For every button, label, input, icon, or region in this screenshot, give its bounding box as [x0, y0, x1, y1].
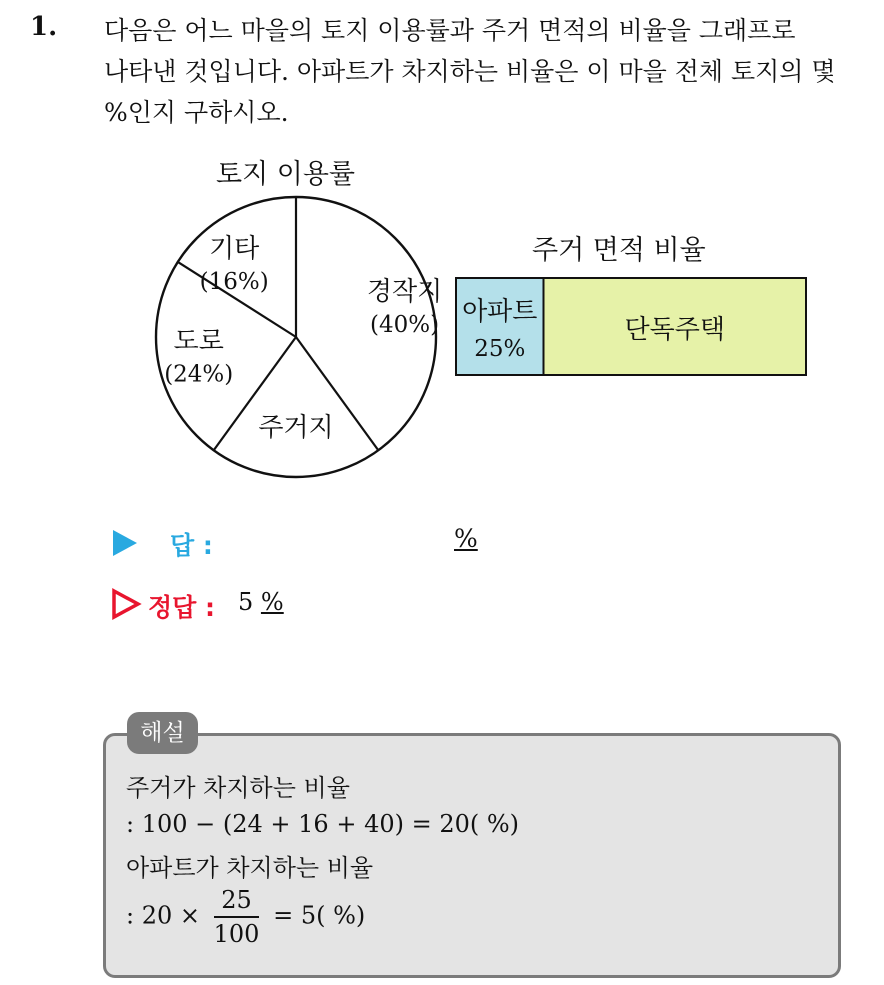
- explanation-line: 주거가 차지하는 비율: [126, 774, 350, 802]
- pie-chart: [156, 197, 442, 477]
- pie-slice-label: 경작지: [366, 277, 443, 308]
- pie-slice-value: (40%): [370, 312, 440, 339]
- play-triangle-filled-icon: [110, 528, 140, 558]
- pie-slice-value: (16%): [199, 268, 269, 295]
- pie-slice-label: 기타: [209, 233, 260, 264]
- stacked-bar-chart: [456, 278, 806, 375]
- pie-slice-value: (24%): [164, 361, 234, 388]
- correct-answer-label: 정답 :: [148, 593, 216, 622]
- bar-segment-label: 단독주택: [624, 315, 725, 345]
- explanation-line: : 100 − (24 + 16 + 40) = 20( %): [126, 810, 520, 838]
- bar-segment-label: 아파트: [462, 297, 538, 327]
- question-number: 1.: [30, 12, 58, 42]
- play-triangle-outline-icon: [110, 588, 142, 620]
- bar-segment-value: 25%: [474, 336, 526, 362]
- explanation-tab: 해설: [127, 712, 198, 754]
- answer-label: 답 :: [170, 531, 213, 560]
- explanation-formula: : 20 × $\frac{25}{100}$ = 5( %): [126, 886, 366, 948]
- pie-slice-label: 도로: [173, 326, 224, 357]
- fraction: $\frac{25}{100}$: [213, 886, 260, 948]
- question-line: 나타낸 것입니다. 아파트가 차지하는 비율은 이 마을 전체 토지의 몇: [104, 57, 836, 86]
- bar-chart-title: 주거 면적 비율: [532, 235, 706, 266]
- answer-unit[interactable]: %: [454, 524, 478, 553]
- pie-chart-title: 토지 이용률: [216, 159, 355, 190]
- explanation-line: 아파트가 차지하는 비율: [126, 854, 374, 882]
- pie-slice-label: 주거지: [258, 412, 334, 443]
- correct-answer-value: 5 %: [238, 588, 284, 616]
- question-line: %인지 구하시오.: [104, 98, 289, 127]
- question-line: 다음은 어느 마을의 토지 이용률과 주거 면적의 비율을 그래프로: [104, 16, 796, 45]
